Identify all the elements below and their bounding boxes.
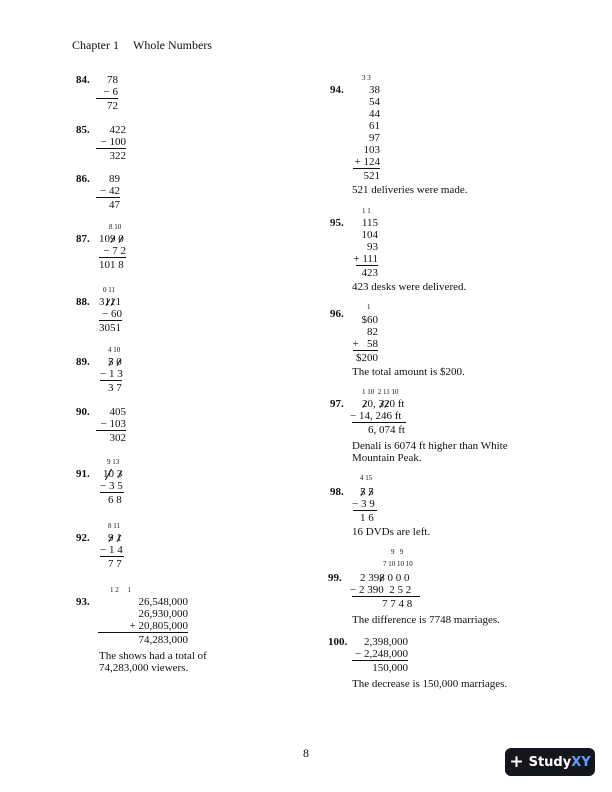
addend: 103 [363, 144, 380, 156]
problem-number: 85. [76, 124, 90, 136]
answer-text: 74,283,000 viewers. [99, 662, 189, 674]
operand: − 3 9 [352, 498, 375, 510]
operand: 422 [109, 124, 126, 136]
chapter-title: Whole Numbers [133, 38, 212, 52]
carry-marks: 3 3 [362, 74, 371, 82]
problem-number: 91. [76, 468, 90, 480]
addend: $60 [361, 314, 378, 326]
problem-number: 90. [76, 406, 90, 418]
addend: 104 [361, 229, 378, 241]
sum: 423 [361, 267, 378, 279]
operand: 405 [109, 406, 126, 418]
rule [96, 98, 118, 99]
carry-marks: 1 1 [362, 207, 371, 215]
problem-number: 95. [330, 217, 344, 229]
operand: − 7 2 [103, 245, 126, 257]
borrow-marks: 7 10 10 10 [383, 560, 413, 568]
addend: + 111 [353, 253, 378, 265]
problem-number: 86. [76, 173, 90, 185]
borrow-marks: 8 10 [109, 223, 122, 231]
rule [352, 422, 406, 423]
problem-number: 94. [330, 84, 344, 96]
operand: − 42 [100, 185, 120, 197]
answer-text: Mountain Peak. [352, 452, 422, 464]
problem-number: 97. [330, 398, 344, 410]
result: 72 [107, 100, 118, 112]
plus-icon: + [509, 751, 524, 772]
answer-text: Denali is 6074 ft higher than White [352, 440, 508, 452]
rule [353, 510, 377, 511]
problem-number: 98. [330, 486, 344, 498]
addend: 93 [367, 241, 378, 253]
operand: 9 1 [108, 532, 122, 544]
operand: 89 [109, 173, 120, 185]
result: 3 7 [108, 382, 122, 394]
addend: + 20,805,000 [129, 620, 188, 632]
addend: 82 [367, 326, 378, 338]
operand: 3111 [99, 296, 121, 308]
operand: − 2,248,000 [355, 648, 408, 660]
borrow-marks: 4 15 [360, 474, 373, 482]
problem-number: 88. [76, 296, 90, 308]
rule [99, 320, 122, 321]
operand: 10 3 [103, 468, 123, 480]
answer-text: The shows had a total of [99, 650, 207, 662]
problem-number: 100. [328, 636, 348, 648]
answer-text: 521 deliveries were made. [352, 184, 468, 196]
addend: 26,548,000 [138, 596, 188, 608]
problem-number: 93. [76, 596, 90, 608]
borrow-marks: 8 11 [108, 522, 120, 530]
operand: 109 0 [99, 233, 124, 245]
rule [96, 148, 126, 149]
result: 150,000 [372, 662, 408, 674]
operand: − 103 [100, 418, 126, 430]
operand: − 60 [102, 308, 122, 320]
rule [356, 265, 378, 266]
problem-number: 89. [76, 356, 90, 368]
problem-number: 92. [76, 532, 90, 544]
operand: − 100 [100, 136, 126, 148]
brand-name: StudyXY [528, 754, 591, 770]
result: 6, 074 ft [368, 424, 405, 436]
result: 6 8 [108, 494, 122, 506]
addend: 115 [361, 217, 378, 229]
sum: 521 [363, 170, 380, 182]
borrow-marks: 9 13 [107, 458, 120, 466]
operand: − 2 390 2 5 2 [350, 584, 412, 596]
result: 7 7 4 8 [382, 598, 413, 610]
sum: 74,283,000 [138, 634, 188, 646]
operand: 5 0 [108, 356, 122, 368]
answer-text: The total amount is $200. [352, 366, 465, 378]
rule [100, 556, 124, 557]
result: 302 [109, 432, 126, 444]
borrow-marks: 9 9 [391, 548, 404, 556]
addend: 61 [369, 120, 380, 132]
borrow-marks: 0 11 [103, 286, 115, 294]
result: 101 8 [99, 259, 124, 271]
operand: − 3 5 [100, 480, 123, 492]
rule [96, 197, 120, 198]
rule [100, 380, 122, 381]
addend: 97 [369, 132, 380, 144]
result: 47 [109, 199, 120, 211]
answer-text: 423 desks were delivered. [352, 281, 467, 293]
answer-text: The decrease is 150,000 marriages. [352, 678, 508, 690]
sum: $200 [356, 352, 378, 364]
operand: 2 398 0 0 0 [360, 572, 410, 584]
rule [99, 257, 126, 258]
rule [98, 632, 188, 633]
problem-number: 87. [76, 233, 90, 245]
page-header [72, 38, 212, 53]
operand: − 14, 246 ft [350, 410, 402, 422]
rule [96, 430, 126, 431]
addend: + 124 [354, 156, 380, 168]
problem-number: 84. [76, 74, 90, 86]
operand: − 1 3 [100, 368, 123, 380]
chapter-label: Chapter 1 [72, 38, 119, 52]
page-number: 8 [303, 746, 309, 760]
operand: 5 5 [360, 486, 374, 498]
addend: + 58 [352, 338, 378, 350]
addend: 26,930,000 [138, 608, 188, 620]
operand: 2,398,000 [364, 636, 408, 648]
rule [352, 596, 420, 597]
result: 3051 [99, 322, 121, 334]
rule [100, 492, 124, 493]
result: 322 [109, 150, 126, 162]
studyxy-badge[interactable] [505, 748, 595, 776]
addend: 54 [369, 96, 380, 108]
borrow-marks: 4 10 [108, 346, 121, 354]
carry-marks: 1 [367, 303, 371, 311]
operand: 78 [107, 74, 118, 86]
carry-marks: 1 2 1 [110, 586, 131, 594]
rule [352, 660, 408, 661]
rule [353, 350, 378, 351]
answer-text: 16 DVDs are left. [352, 526, 431, 538]
addend: 44 [369, 108, 380, 120]
addend: 38 [369, 84, 380, 96]
result: 7 7 [108, 558, 122, 570]
answer-text: The difference is 7748 marriages. [352, 614, 500, 626]
problem-number: 96. [330, 308, 344, 320]
borrow-marks: 1 10 2 11 10 [362, 388, 399, 396]
problem-number: 99. [328, 572, 342, 584]
operand: 20, 320 ft [362, 398, 405, 410]
operand: − 1 4 [100, 544, 123, 556]
result: 1 6 [360, 512, 374, 524]
rule [353, 168, 380, 169]
operand: − 6 [103, 86, 118, 98]
